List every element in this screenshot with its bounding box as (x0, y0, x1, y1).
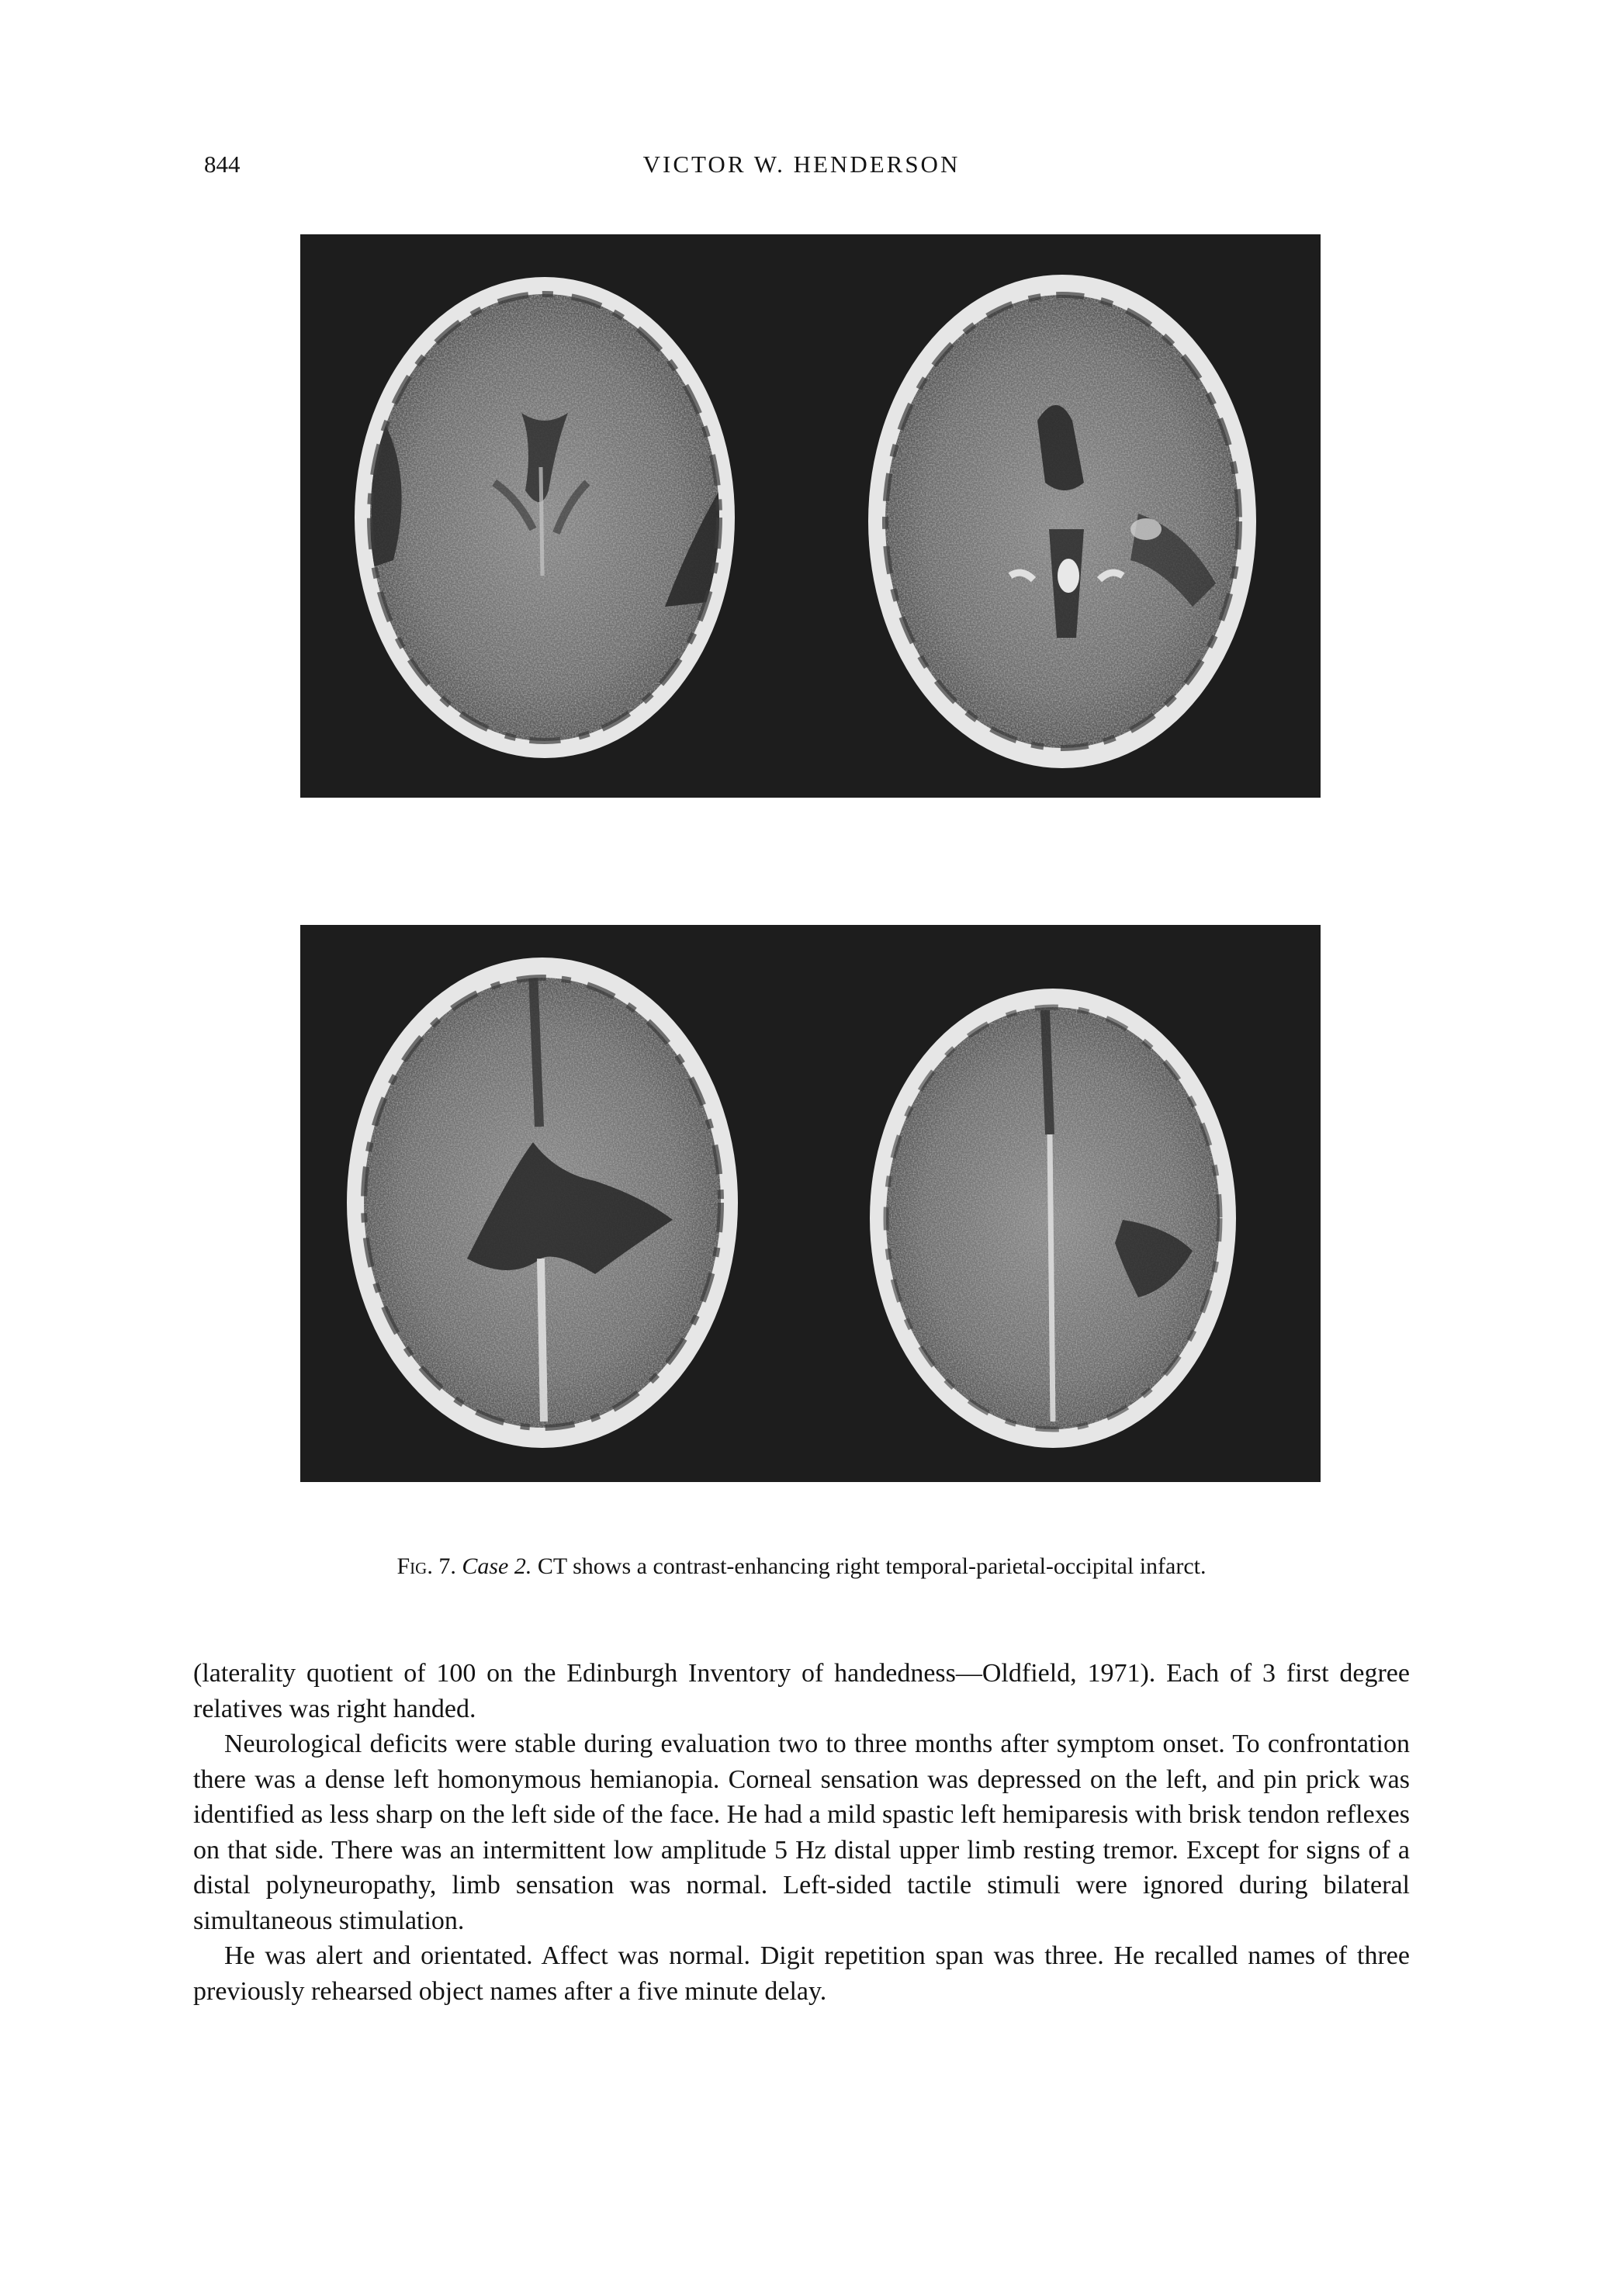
paragraph: (laterality quotient of 100 on the Edinburgh Inventory of handedness—Oldfield, 1971). Each of 3 first degree relatives was right handed. (193, 1659, 1410, 1723)
figure-label: Fig. 7. (396, 1553, 456, 1579)
running-head: VICTOR W. HENDERSON (642, 151, 961, 178)
figure-panel-bottom (300, 925, 1321, 1482)
ct-scan-upper-right (868, 275, 1256, 770)
paragraph: Neurological deficits were stable during evaluation two to three months after symptom onset. To confrontation there was a dense left homonymous hemianopia. Corneal sensation was depressed on the left, and pin prick was identified as less sharp on the left side of the face. He had a mild spastic left hemiparesis with brisk tendon reflexes on that side. There was an intermittent low amplitude 5 Hz distal upper limb resting tremor. Except for signs of a distal polyneuropathy, limb sensation was normal. Left-sided tactile stimuli were ignored during bilateral simultaneous stimulation. (193, 1730, 1410, 1935)
figure-panel-top (300, 234, 1321, 798)
figure-caption-text: CT shows a contrast-enhancing right temporal-parietal-occipital infarct. (537, 1553, 1207, 1579)
ct-scan-lower-left (347, 958, 738, 1453)
body-text (193, 1656, 1410, 2009)
figure-caption (0, 1553, 1603, 1580)
page-number: 844 (204, 151, 241, 178)
ct-scan-upper-left (355, 277, 735, 762)
figure-case: Case 2. (462, 1553, 532, 1579)
paragraph: He was alert and orientated. Affect was normal. Digit repetition span was three. He recalled names of three previously rehearsed object names after a five minute delay. (193, 1941, 1410, 2006)
ct-scan-lower-right (870, 989, 1236, 1448)
